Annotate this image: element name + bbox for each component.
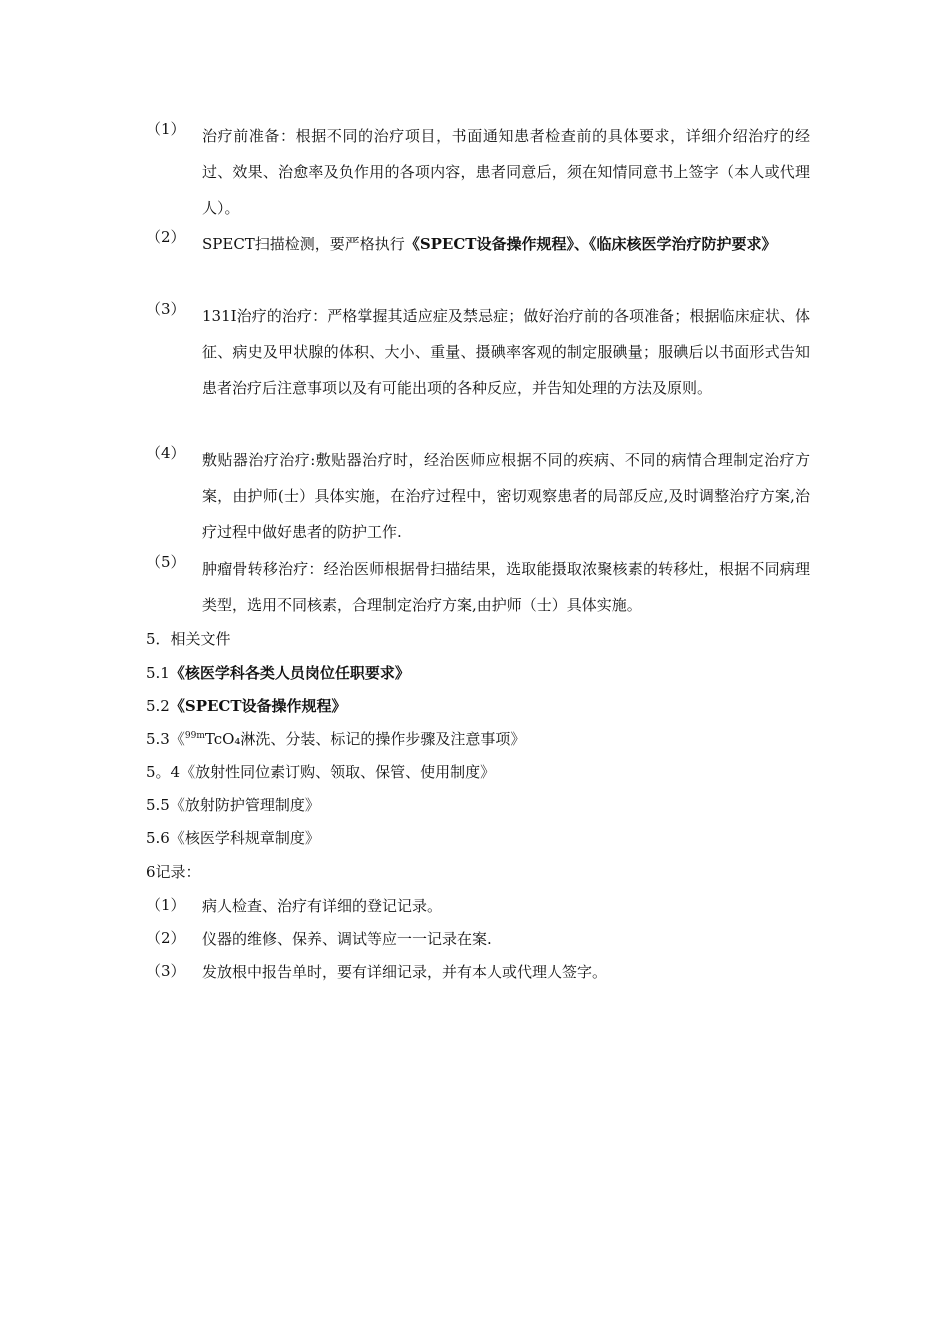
item-number: （2）	[146, 228, 186, 246]
item-text: 发放根中报告单时，要有详细记录，并有本人或代理人签字。	[202, 963, 608, 981]
doc-title-rest: TcO₄淋洗、分装、标记的操作步骤及注意事项》	[204, 730, 526, 748]
treatment-item-4	[146, 442, 810, 550]
item-number: （2）	[146, 929, 186, 947]
doc-prefix: 5.2	[146, 697, 170, 715]
item-text-bold-doc-titles: 《SPECT设备操作规程》、《临床核医学治疗防护要求》	[404, 235, 777, 253]
item-number: （4）	[146, 444, 186, 462]
treatment-item-5	[146, 551, 810, 623]
related-doc-5-2	[146, 694, 810, 718]
doc-title: 《放射防护管理制度》	[169, 796, 320, 814]
item-number: （3）	[146, 962, 186, 980]
doc-prefix: 5。4	[146, 763, 181, 781]
doc-prefix: 5.1	[146, 664, 170, 682]
treatment-item-2	[146, 226, 810, 262]
related-doc-5-6	[146, 826, 810, 850]
item-number: （5）	[146, 553, 186, 571]
doc-prefix: 5.5	[146, 796, 170, 814]
section-heading-related-docs: 5．相关文件	[146, 630, 231, 648]
doc-title: 《放射性同位素订购、领取、保管、使用制度》	[180, 763, 496, 781]
doc-title: 《核医学科规章制度》	[169, 829, 320, 847]
item-number: （1）	[146, 896, 186, 914]
treatment-item-1	[146, 118, 810, 226]
item-text	[202, 226, 810, 262]
treatment-item-3	[146, 298, 810, 406]
record-item-3	[146, 960, 810, 984]
item-text: 治疗前准备：根据不同的治疗项目，书面通知患者检查前的具体要求，详细介绍治疗的经过、效果、治愈率及负作用的各项内容，患者同意后，须在知情同意书上签字（本人或代理人）。	[202, 127, 810, 217]
doc-prefix: 5.3	[146, 730, 170, 748]
item-text-plain: SPECT扫描检测，要严格执行	[202, 235, 405, 253]
item-text: 仪器的维修、保养、调试等应一一记录在案.	[202, 930, 492, 948]
doc-prefix: 5.6	[146, 829, 170, 847]
related-doc-5-5	[146, 793, 810, 817]
related-doc-5-1	[146, 661, 810, 685]
item-text: 敷贴器治疗治疗:敷贴器治疗时，经治医师应根据不同的疾病、不同的病情合理制定治疗方案，由护师(士）具体实施，在治疗过程中，密切观察患者的局部反应,及时调整治疗方案,治疗过程中做好患者的防护工作.	[202, 451, 810, 541]
item-number: （1）	[146, 120, 186, 138]
related-doc-5-3	[146, 727, 810, 751]
item-text: 肿瘤骨转移治疗：经治医师根据骨扫描结果，选取能摄取浓聚核素的转移灶，根据不同病理类型，选用不同核素，合理制定治疗方案,由护师（士）具体实施。	[202, 560, 810, 614]
record-item-2	[146, 927, 810, 951]
doc-title-open: 《	[169, 730, 185, 748]
isotope-superscript: 99m	[184, 731, 205, 741]
section-heading-records: 6记录：	[146, 863, 201, 881]
record-item-1	[146, 894, 810, 918]
doc-title: 《核医学科各类人员岗位任职要求》	[169, 664, 410, 682]
item-text: 病人检查、治疗有详细的登记记录。	[202, 897, 443, 915]
item-text: 131I治疗的治疗：严格掌握其适应症及禁忌症；做好治疗前的各项准备；根据临床症状、体征、病史及甲状腺的体积、大小、重量、摄碘率客观的制定服碘量；服碘后以书面形式告知患者治疗后注意事项以及有可能出项的各种反应，并告知处理的方法及原则。	[202, 307, 810, 397]
item-number: （3）	[146, 300, 186, 318]
doc-title: 《SPECT设备操作规程》	[169, 697, 347, 715]
related-doc-5-4	[146, 760, 810, 784]
